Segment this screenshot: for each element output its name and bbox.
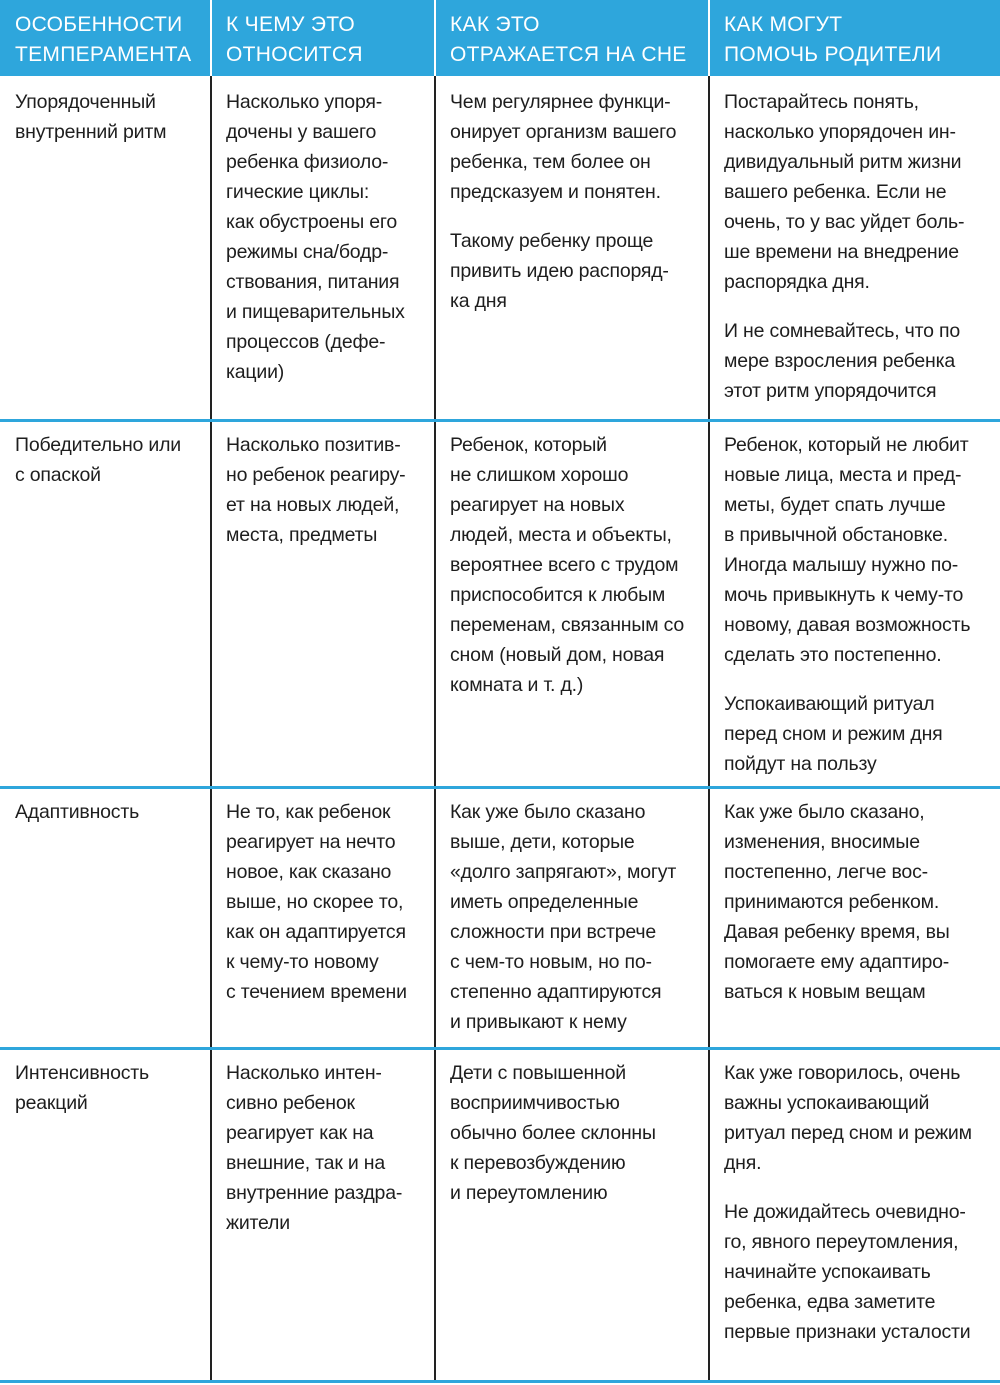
cell-paragraph: Адаптивность [15,801,140,823]
row-divider [0,1047,1000,1050]
cell-paragraph: Насколько упоря- дочены у вашего ребенка физиоло- гические циклы: как обустроены его режимы сна/бодр- ствования, питания и пищеварительных процессов (дефе- кации) [226,91,405,383]
table-row-3-temperament [15,797,205,827]
header-divider [708,0,710,76]
table-row-3-parents-help [724,797,994,1007]
row-divider [0,786,1000,789]
table-row-2-relates-to [226,430,431,550]
cell-paragraph: Ребенок, который не любит новые лица, места и пред- меты, будет спать лучше в привычной обстановке. Иногда малышу нужно по- мочь привыкнуть к чему-то новому, давая возможность сделать это постепенно. [724,434,971,666]
table-row-4-effect-on-sleep [450,1058,705,1208]
table-row-2-temperament [15,430,205,490]
header-parents-help: КАК МОГУТ ПОМОЧЬ РОДИТЕЛИ [724,13,942,66]
table-row-4-temperament [15,1058,205,1118]
cell-paragraph: Ребенок, который не слишком хорошо реагирует на новых людей, места и объекты, вероятнее всего с трудом приспособится к любым переменам, связанным со сном (новый дом, новая комната и т. д.) [450,434,685,696]
cell-paragraph: Не дожидайтесь очевидно- го, явного переутомления, начинайте успокаивать ребенка, едва заметите первые признаки усталости [724,1201,971,1343]
cell-paragraph: Постарайтесь понять, насколько упорядочен ин- дивидуальный ритм жизни вашего ребенка. Если не очень, то у вас уйдет боль- ше времени на внедрение распорядка дня. [724,91,965,293]
table-row-3-relates-to [226,797,431,1007]
cell-paragraph: Насколько интен- сивно ребенок реагирует как на внешние, так и на внутренние раздра- жители [226,1062,403,1234]
table-row-4-parents-help [724,1058,994,1347]
table-row-1-parents-help [724,87,994,406]
table-row-1-temperament [15,87,205,147]
table-row-1-relates-to [226,87,431,387]
header-temperament: ОСОБЕННОСТИ ТЕМПЕРАМЕНТА [15,13,192,66]
cell-paragraph: Дети с повышенной восприимчивостью обычно более склонны к перевозбуждению и переутомлению [450,1062,656,1204]
cell-paragraph: Как уже говорилось, очень важны успокаивающий ритуал перед сном и режим дня. [724,1062,972,1174]
cell-paragraph: Победительно или с опаской [15,434,181,486]
column-divider [434,76,436,1381]
cell-paragraph: Как уже было сказано, изменения, вносимые постепенно, легче вос- принимаются ребенком. Давая ребенку время, вы помогаете ему адаптиро- ваться к новым вещам [724,801,950,1003]
row-divider [0,1380,1000,1383]
table-row-3-effect-on-sleep [450,797,705,1037]
cell-paragraph: Не то, как ребенок реагирует на нечто новое, как сказано выше, но скорее то, как он адаптируется к чему-то новому с течением времени [226,801,407,1003]
cell-paragraph: Интенсивность реакций [15,1062,149,1114]
header-divider [434,0,436,76]
column-divider [210,76,212,1381]
cell-paragraph: Как уже было сказано выше, дети, которые «долго запрягают», могут иметь определенные сложности при встрече с чем-то новым, но по- степенно адаптируются и привыкают к нему [450,801,677,1033]
cell-paragraph: Насколько позитив- но ребенок реагиру- ет на новых людей, места, предметы [226,434,406,546]
cell-paragraph: Успокаивающий ритуал перед сном и режим дня пойдут на пользу [724,693,943,775]
column-divider [708,76,710,1381]
table-row-1-effect-on-sleep [450,87,705,316]
table-header [0,0,1000,76]
table-row-2-effect-on-sleep [450,430,705,700]
header-effect-on-sleep: КАК ЭТО ОТРАЖАЕТСЯ НА СНЕ [450,13,687,66]
cell-paragraph: И не сомневайтесь, что по мере взросления ребенка этот ритм упорядочится [724,320,961,402]
header-relates-to: К ЧЕМУ ЭТО ОТНОСИТСЯ [226,13,363,66]
cell-paragraph: Чем регулярнее функци- онирует организм вашего ребенка, тем более он предсказуем и понятен. [450,91,677,203]
header-divider [210,0,212,76]
table-row-4-relates-to [226,1058,431,1238]
cell-paragraph: Упорядоченный внутренний ритм [15,91,167,143]
row-divider [0,419,1000,422]
cell-paragraph: Такому ребенку проще привить идею распоряд- ка дня [450,230,669,312]
table-row-2-parents-help [724,430,994,779]
